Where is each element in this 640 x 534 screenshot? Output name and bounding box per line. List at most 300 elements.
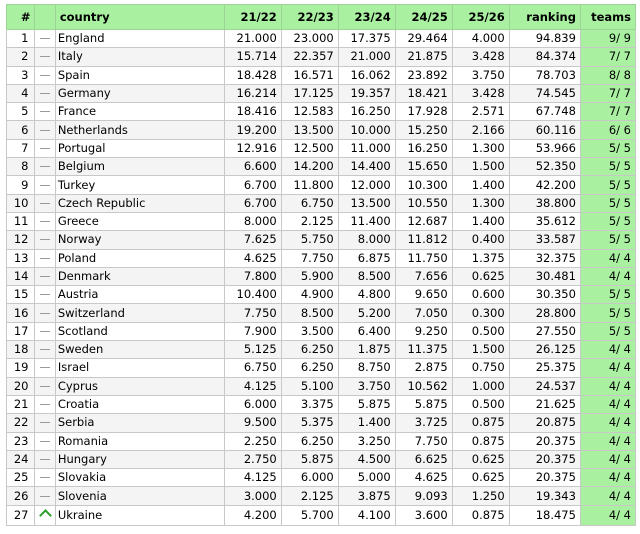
row-index: 16 — [7, 304, 35, 322]
season-2425: 9.650 — [395, 286, 452, 304]
dash-icon — [40, 313, 50, 314]
country-name: Germany — [55, 84, 224, 102]
season-2526: 0.625 — [452, 267, 509, 285]
teams-remaining: 5/ 5 — [580, 194, 635, 212]
season-2324: 5.000 — [338, 469, 395, 487]
country-name: Scotland — [55, 322, 224, 340]
country-name: Portugal — [55, 139, 224, 157]
table-row[interactable] — [7, 84, 636, 102]
ranking-points: 78.703 — [509, 66, 580, 84]
table-row[interactable] — [7, 322, 636, 340]
season-2526: 1.375 — [452, 249, 509, 267]
row-index: 10 — [7, 194, 35, 212]
country-name: Slovenia — [55, 487, 224, 505]
season-2122: 7.800 — [224, 267, 281, 285]
table-row[interactable] — [7, 121, 636, 139]
teams-remaining: 4/ 4 — [580, 414, 635, 432]
trend-same-icon — [35, 286, 55, 304]
season-2223: 13.500 — [281, 121, 338, 139]
dash-icon — [40, 276, 50, 277]
teams-remaining: 5/ 5 — [580, 139, 635, 157]
table-row[interactable] — [7, 30, 636, 48]
season-2324: 5.200 — [338, 304, 395, 322]
country-name: Ukraine — [55, 505, 224, 525]
country-name: Czech Republic — [55, 194, 224, 212]
dash-icon — [40, 258, 50, 259]
country-name: Cyprus — [55, 377, 224, 395]
ranking-points: 30.350 — [509, 286, 580, 304]
season-2324: 6.400 — [338, 322, 395, 340]
season-2223: 5.700 — [281, 505, 338, 525]
trend-same-icon — [35, 176, 55, 194]
season-2122: 19.200 — [224, 121, 281, 139]
season-2526: 1.000 — [452, 377, 509, 395]
teams-remaining: 4/ 4 — [580, 377, 635, 395]
dash-icon — [40, 349, 50, 350]
teams-remaining: 4/ 4 — [580, 432, 635, 450]
season-2122: 8.000 — [224, 212, 281, 230]
row-index: 23 — [7, 432, 35, 450]
country-name: Poland — [55, 249, 224, 267]
season-2122: 4.625 — [224, 249, 281, 267]
season-2526: 2.571 — [452, 103, 509, 121]
ranking-points: 67.748 — [509, 103, 580, 121]
season-2425: 5.875 — [395, 395, 452, 413]
teams-remaining: 7/ 7 — [580, 48, 635, 66]
row-index: 6 — [7, 121, 35, 139]
dash-icon — [40, 496, 50, 497]
season-2526: 4.000 — [452, 30, 509, 48]
ranking-points: 28.800 — [509, 304, 580, 322]
season-2425: 2.875 — [395, 359, 452, 377]
season-2324: 4.100 — [338, 505, 395, 525]
season-2122: 9.500 — [224, 414, 281, 432]
row-index: 5 — [7, 103, 35, 121]
dash-icon — [40, 422, 50, 423]
season-2526: 0.875 — [452, 432, 509, 450]
season-2122: 4.125 — [224, 469, 281, 487]
season-2324: 6.875 — [338, 249, 395, 267]
trend-same-icon — [35, 359, 55, 377]
season-2526: 1.300 — [452, 194, 509, 212]
row-index: 4 — [7, 84, 35, 102]
season-2223: 4.900 — [281, 286, 338, 304]
season-2324: 1.875 — [338, 341, 395, 359]
season-2324: 14.400 — [338, 158, 395, 176]
season-2324: 11.400 — [338, 212, 395, 230]
country-name: Spain — [55, 66, 224, 84]
season-2324: 3.875 — [338, 487, 395, 505]
table-row[interactable] — [7, 414, 636, 432]
table-row[interactable] — [7, 450, 636, 468]
header-country[interactable]: country — [55, 5, 224, 30]
ranking-points: 27.550 — [509, 322, 580, 340]
arrow-up-icon — [39, 509, 52, 522]
season-2223: 16.571 — [281, 66, 338, 84]
season-2425: 6.625 — [395, 450, 452, 468]
table-row[interactable] — [7, 66, 636, 84]
dash-icon — [40, 239, 50, 240]
trend-same-icon — [35, 194, 55, 212]
dash-icon — [40, 459, 50, 460]
table-header-row — [7, 5, 636, 30]
season-2526: 0.500 — [452, 395, 509, 413]
trend-same-icon — [35, 231, 55, 249]
season-2324: 1.400 — [338, 414, 395, 432]
season-2324: 4.800 — [338, 286, 395, 304]
trend-up-icon — [35, 505, 55, 525]
ranking-points: 21.625 — [509, 395, 580, 413]
season-2526: 0.600 — [452, 286, 509, 304]
season-2122: 6.700 — [224, 176, 281, 194]
season-2526: 0.625 — [452, 469, 509, 487]
season-2223: 12.583 — [281, 103, 338, 121]
row-index: 26 — [7, 487, 35, 505]
season-2324: 8.000 — [338, 231, 395, 249]
season-2223: 6.250 — [281, 432, 338, 450]
season-2526: 1.500 — [452, 158, 509, 176]
season-2223: 2.125 — [281, 487, 338, 505]
row-index: 17 — [7, 322, 35, 340]
country-name: Turkey — [55, 176, 224, 194]
teams-remaining: 6/ 6 — [580, 121, 635, 139]
season-2425: 7.050 — [395, 304, 452, 322]
dash-icon — [40, 148, 50, 149]
season-2122: 2.750 — [224, 450, 281, 468]
season-2122: 16.214 — [224, 84, 281, 102]
season-2122: 4.125 — [224, 377, 281, 395]
header-2223[interactable]: 22/23 — [281, 5, 338, 30]
ranking-points: 20.375 — [509, 469, 580, 487]
country-name: Norway — [55, 231, 224, 249]
ranking-points: 32.375 — [509, 249, 580, 267]
season-2324: 10.000 — [338, 121, 395, 139]
season-2425: 7.656 — [395, 267, 452, 285]
ranking-points: 20.375 — [509, 450, 580, 468]
season-2526: 1.500 — [452, 341, 509, 359]
season-2526: 1.250 — [452, 487, 509, 505]
table-row[interactable] — [7, 103, 636, 121]
season-2526: 0.875 — [452, 414, 509, 432]
season-2122: 6.750 — [224, 359, 281, 377]
header-2324[interactable]: 23/24 — [338, 5, 395, 30]
season-2526: 1.400 — [452, 212, 509, 230]
trend-same-icon — [35, 450, 55, 468]
season-2425: 18.421 — [395, 84, 452, 102]
ranking-points: 19.343 — [509, 487, 580, 505]
table-row[interactable] — [7, 286, 636, 304]
season-2425: 10.300 — [395, 176, 452, 194]
season-2526: 3.750 — [452, 66, 509, 84]
row-index: 15 — [7, 286, 35, 304]
trend-same-icon — [35, 139, 55, 157]
country-name: Romania — [55, 432, 224, 450]
ranking-points: 38.800 — [509, 194, 580, 212]
teams-remaining: 5/ 5 — [580, 158, 635, 176]
season-2324: 21.000 — [338, 48, 395, 66]
country-name: Switzerland — [55, 304, 224, 322]
ranking-points: 30.481 — [509, 267, 580, 285]
season-2526: 0.500 — [452, 322, 509, 340]
ranking-points: 20.375 — [509, 432, 580, 450]
row-index: 14 — [7, 267, 35, 285]
season-2122: 5.125 — [224, 341, 281, 359]
season-2425: 10.550 — [395, 194, 452, 212]
season-2223: 6.000 — [281, 469, 338, 487]
trend-same-icon — [35, 469, 55, 487]
trend-same-icon — [35, 322, 55, 340]
season-2223: 8.500 — [281, 304, 338, 322]
season-2425: 12.687 — [395, 212, 452, 230]
trend-same-icon — [35, 487, 55, 505]
teams-remaining: 5/ 5 — [580, 231, 635, 249]
season-2324: 3.250 — [338, 432, 395, 450]
row-index: 21 — [7, 395, 35, 413]
season-2526: 0.750 — [452, 359, 509, 377]
season-2223: 11.800 — [281, 176, 338, 194]
header-2425[interactable]: 24/25 — [395, 5, 452, 30]
table-row[interactable] — [7, 158, 636, 176]
season-2223: 23.000 — [281, 30, 338, 48]
season-2122: 7.625 — [224, 231, 281, 249]
ranking-points: 84.374 — [509, 48, 580, 66]
row-index: 12 — [7, 231, 35, 249]
table-row[interactable] — [7, 432, 636, 450]
trend-same-icon — [35, 158, 55, 176]
season-2425: 3.600 — [395, 505, 452, 525]
table-row[interactable] — [7, 48, 636, 66]
table-row[interactable] — [7, 267, 636, 285]
season-2425: 16.250 — [395, 139, 452, 157]
season-2324: 5.875 — [338, 395, 395, 413]
season-2526: 1.300 — [452, 139, 509, 157]
row-index: 18 — [7, 341, 35, 359]
season-2324: 3.750 — [338, 377, 395, 395]
season-2223: 14.200 — [281, 158, 338, 176]
season-2122: 21.000 — [224, 30, 281, 48]
season-2425: 10.562 — [395, 377, 452, 395]
teams-remaining: 9/ 9 — [580, 30, 635, 48]
season-2122: 3.000 — [224, 487, 281, 505]
season-2526: 0.875 — [452, 505, 509, 525]
season-2526: 0.300 — [452, 304, 509, 322]
trend-same-icon — [35, 212, 55, 230]
season-2526: 3.428 — [452, 48, 509, 66]
country-name: Italy — [55, 48, 224, 66]
row-index: 1 — [7, 30, 35, 48]
trend-same-icon — [35, 377, 55, 395]
season-2425: 11.750 — [395, 249, 452, 267]
table-row[interactable] — [7, 176, 636, 194]
trend-same-icon — [35, 304, 55, 322]
season-2425: 4.625 — [395, 469, 452, 487]
row-index: 7 — [7, 139, 35, 157]
season-2324: 16.062 — [338, 66, 395, 84]
table-row[interactable] — [7, 212, 636, 230]
row-index: 9 — [7, 176, 35, 194]
header-index[interactable]: # — [7, 5, 35, 30]
table-row[interactable] — [7, 304, 636, 322]
season-2223: 5.375 — [281, 414, 338, 432]
ranking-points: 18.475 — [509, 505, 580, 525]
trend-same-icon — [35, 121, 55, 139]
trend-same-icon — [35, 414, 55, 432]
table-row[interactable] — [7, 194, 636, 212]
country-name: Slovakia — [55, 469, 224, 487]
header-teams[interactable]: teams — [580, 5, 635, 30]
teams-remaining: 5/ 5 — [580, 212, 635, 230]
header-2526[interactable]: 25/26 — [452, 5, 509, 30]
header-2122[interactable]: 21/22 — [224, 5, 281, 30]
ranking-points: 33.587 — [509, 231, 580, 249]
season-2425: 29.464 — [395, 30, 452, 48]
dash-icon — [40, 331, 50, 332]
season-2526: 1.400 — [452, 176, 509, 194]
table-row[interactable] — [7, 231, 636, 249]
teams-remaining: 4/ 4 — [580, 395, 635, 413]
season-2223: 5.900 — [281, 267, 338, 285]
trend-same-icon — [35, 395, 55, 413]
trend-same-icon — [35, 48, 55, 66]
season-2122: 6.000 — [224, 395, 281, 413]
trend-same-icon — [35, 66, 55, 84]
table-row[interactable] — [7, 395, 636, 413]
teams-remaining: 4/ 4 — [580, 341, 635, 359]
dash-icon — [40, 130, 50, 131]
trend-same-icon — [35, 432, 55, 450]
season-2223: 6.750 — [281, 194, 338, 212]
teams-remaining: 4/ 4 — [580, 450, 635, 468]
season-2223: 5.100 — [281, 377, 338, 395]
row-index: 11 — [7, 212, 35, 230]
dash-icon — [40, 93, 50, 94]
season-2324: 17.375 — [338, 30, 395, 48]
teams-remaining: 5/ 5 — [580, 176, 635, 194]
trend-same-icon — [35, 30, 55, 48]
teams-remaining: 4/ 4 — [580, 505, 635, 525]
trend-same-icon — [35, 341, 55, 359]
season-2122: 6.600 — [224, 158, 281, 176]
season-2122: 10.400 — [224, 286, 281, 304]
season-2425: 3.725 — [395, 414, 452, 432]
ranking-points: 74.545 — [509, 84, 580, 102]
country-name: England — [55, 30, 224, 48]
season-2223: 6.250 — [281, 341, 338, 359]
dash-icon — [40, 441, 50, 442]
ranking-points: 53.966 — [509, 139, 580, 157]
season-2425: 15.250 — [395, 121, 452, 139]
dash-icon — [40, 294, 50, 295]
season-2122: 18.416 — [224, 103, 281, 121]
row-index: 3 — [7, 66, 35, 84]
dash-icon — [40, 221, 50, 222]
table-row[interactable] — [7, 487, 636, 505]
season-2425: 17.928 — [395, 103, 452, 121]
country-name: Belgium — [55, 158, 224, 176]
table-row[interactable] — [7, 359, 636, 377]
season-2425: 21.875 — [395, 48, 452, 66]
teams-remaining: 4/ 4 — [580, 267, 635, 285]
season-2122: 12.916 — [224, 139, 281, 157]
table-row[interactable] — [7, 341, 636, 359]
season-2223: 5.875 — [281, 450, 338, 468]
row-index: 8 — [7, 158, 35, 176]
season-2324: 13.500 — [338, 194, 395, 212]
table-row[interactable] — [7, 377, 636, 395]
season-2223: 3.375 — [281, 395, 338, 413]
country-name: Hungary — [55, 450, 224, 468]
season-2324: 8.500 — [338, 267, 395, 285]
season-2324: 16.250 — [338, 103, 395, 121]
teams-remaining: 7/ 7 — [580, 84, 635, 102]
dash-icon — [40, 386, 50, 387]
season-2223: 7.750 — [281, 249, 338, 267]
country-name: Netherlands — [55, 121, 224, 139]
season-2223: 12.500 — [281, 139, 338, 157]
dash-icon — [40, 404, 50, 405]
ranking-points: 52.350 — [509, 158, 580, 176]
ranking-table — [6, 4, 636, 526]
table-row[interactable] — [7, 249, 636, 267]
season-2223: 2.125 — [281, 212, 338, 230]
table-row[interactable] — [7, 469, 636, 487]
header-ranking[interactable]: ranking — [509, 5, 580, 30]
header-trend — [35, 5, 55, 30]
season-2425: 23.892 — [395, 66, 452, 84]
country-name: Sweden — [55, 341, 224, 359]
season-2122: 6.700 — [224, 194, 281, 212]
season-2223: 6.250 — [281, 359, 338, 377]
season-2425: 7.750 — [395, 432, 452, 450]
season-2122: 7.900 — [224, 322, 281, 340]
row-index: 24 — [7, 450, 35, 468]
table-row[interactable] — [7, 139, 636, 157]
ranking-points: 20.875 — [509, 414, 580, 432]
trend-same-icon — [35, 249, 55, 267]
country-name: Israel — [55, 359, 224, 377]
season-2425: 15.650 — [395, 158, 452, 176]
ranking-points: 26.125 — [509, 341, 580, 359]
season-2425: 9.093 — [395, 487, 452, 505]
ranking-points: 94.839 — [509, 30, 580, 48]
season-2324: 12.000 — [338, 176, 395, 194]
season-2223: 22.357 — [281, 48, 338, 66]
dash-icon — [40, 367, 50, 368]
country-name: Denmark — [55, 267, 224, 285]
row-index: 2 — [7, 48, 35, 66]
dash-icon — [40, 111, 50, 112]
table-row[interactable] — [7, 505, 636, 525]
teams-remaining: 5/ 5 — [580, 304, 635, 322]
season-2122: 15.714 — [224, 48, 281, 66]
row-index: 27 — [7, 505, 35, 525]
ranking-points: 25.375 — [509, 359, 580, 377]
country-name: Greece — [55, 212, 224, 230]
row-index: 25 — [7, 469, 35, 487]
season-2526: 0.625 — [452, 450, 509, 468]
country-name: Austria — [55, 286, 224, 304]
teams-remaining: 4/ 4 — [580, 469, 635, 487]
country-name: Serbia — [55, 414, 224, 432]
season-2223: 17.125 — [281, 84, 338, 102]
ranking-points: 35.612 — [509, 212, 580, 230]
teams-remaining: 8/ 8 — [580, 66, 635, 84]
trend-same-icon — [35, 103, 55, 121]
row-index: 13 — [7, 249, 35, 267]
dash-icon — [40, 477, 50, 478]
dash-icon — [40, 38, 50, 39]
season-2122: 18.428 — [224, 66, 281, 84]
